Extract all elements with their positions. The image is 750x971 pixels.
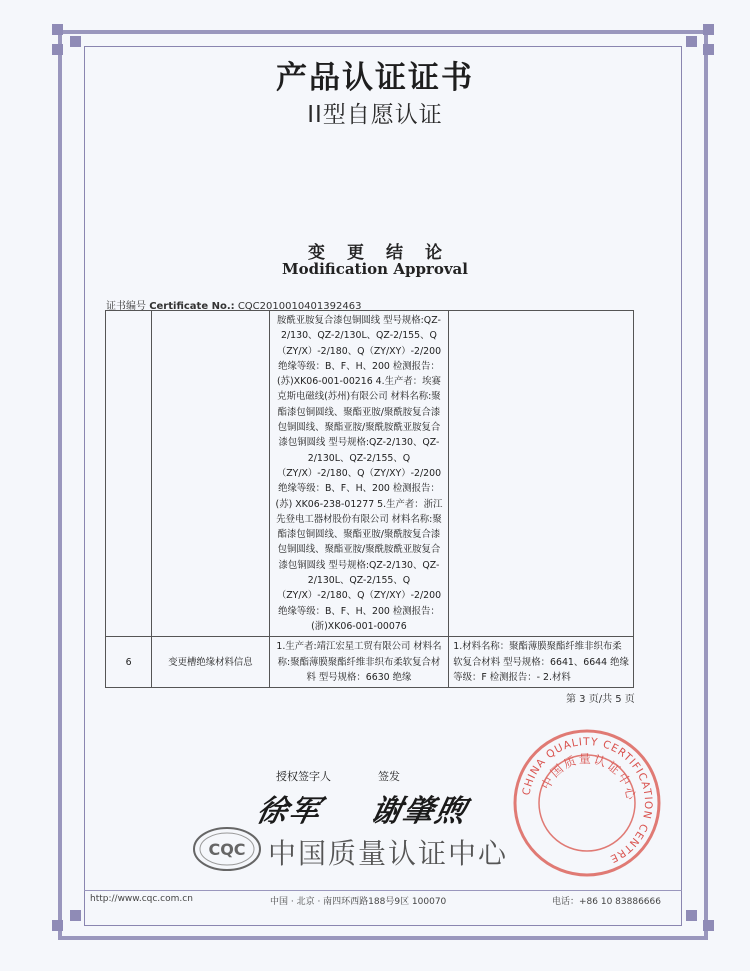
row-item bbox=[152, 311, 269, 637]
document-title: 产品认证证书 bbox=[276, 60, 474, 96]
certificate-label: 证书编号 bbox=[106, 301, 146, 312]
row-item: 变更槽绝缘材料信息 bbox=[152, 637, 269, 688]
signature-2: 谢肇煦 bbox=[367, 794, 471, 829]
corner-square-icon bbox=[703, 920, 714, 931]
footer-url: http://www.cqc.com.cn bbox=[90, 894, 193, 904]
authorized-signer-label: 授权签字人 bbox=[276, 770, 331, 783]
modification-table bbox=[105, 310, 634, 688]
certificate-number: CQC2010010401392463 bbox=[237, 301, 362, 312]
corner-square-icon bbox=[703, 24, 714, 35]
certificate-label-en: Certificate No.: bbox=[149, 301, 235, 312]
row-after-text: 1.材料名称：聚酯薄膜聚酯纤维非织布柔软复合材料 型号规格：6641、6644 绝缘等级：F 检测报告：- 2.材料 bbox=[449, 637, 634, 688]
logo-text: CQC bbox=[208, 840, 246, 859]
corner-square-icon bbox=[70, 910, 81, 921]
corner-square-icon bbox=[686, 36, 697, 47]
issuer-label: 签发 bbox=[378, 770, 400, 783]
official-seal-icon bbox=[512, 728, 662, 878]
corner-square-icon bbox=[52, 920, 63, 931]
corner-square-icon bbox=[70, 36, 81, 47]
row-after-text bbox=[449, 311, 634, 637]
seal-inner-text: 中国质量认证中心 bbox=[538, 751, 639, 803]
row-before-text: 1.生产者:靖江宏星工贸有限公司 材料名称:聚酯薄膜聚酯纤维非织布柔软复合材料 型号规格：6630 绝缘 bbox=[269, 637, 449, 688]
footer-address: 中国 · 北京 · 南四环西路188号9区 100070 bbox=[270, 897, 447, 907]
table-row bbox=[106, 311, 634, 637]
organization-name: 中国质量认证中心 bbox=[268, 837, 509, 870]
document-subtitle: II型自愿认证 bbox=[307, 102, 443, 128]
corner-square-icon bbox=[686, 910, 697, 921]
table-row bbox=[106, 637, 634, 688]
page-number: 第 3 页/共 5 页 bbox=[566, 694, 635, 705]
footer-divider bbox=[84, 890, 682, 891]
cqc-logo-icon bbox=[192, 826, 262, 872]
signature-1: 徐军 bbox=[253, 794, 325, 829]
corner-square-icon bbox=[52, 24, 63, 35]
row-before-text: 胺酰亚胺复合漆包铜圆线 型号规格:QZ-2/130、QZ-2/130L、QZ-2/155、Q（ZY/X）-2/180、Q（ZY/XY）-2/200 绝缘等级：B、F、H、200 检测报告：(苏)XK06-001-00216 4.生产者：埃赛克斯电磁线(苏州)有限公司 材料名称:聚酯漆包铜圆线、聚酯亚胺/聚酰胺复合漆包铜圆线、聚酯亚胺/聚酰胺酰亚胺复合漆包铜圆线 型号规格:QZ-2/130、QZ-2/130L、QZ-2/155、Q（ZY/X）-2/180、Q（ZY/XY）-2/200 绝缘等级：B、F、H、200 检测报告：(苏) XK06-238-01277 5.生产者：浙江先登电工器材股份有限公司 材料名称:聚酯漆包铜圆线、聚酯亚胺/聚酰胺复合漆包铜圆线、聚酯亚胺/聚酰胺酰亚胺复合漆包铜圆线 型号规格:QZ-2/130、QZ-2/130L、QZ-2/155、Q（ZY/X）-2/180、Q（ZY/XY）-2/200 绝缘等级：B、F、H、200 检测报告：(浙)XK06-001-00076 bbox=[269, 311, 449, 637]
seal-outer-text: CHINA QUALITY CERTIFICATION CENTRE bbox=[520, 735, 655, 865]
row-number: 6 bbox=[106, 637, 152, 688]
section-heading-cn: 变更结论 bbox=[308, 243, 464, 263]
footer-telephone: 电话：+86 10 83886666 bbox=[552, 897, 661, 907]
row-number bbox=[106, 311, 152, 637]
section-heading-en: Modification Approval bbox=[282, 260, 468, 278]
